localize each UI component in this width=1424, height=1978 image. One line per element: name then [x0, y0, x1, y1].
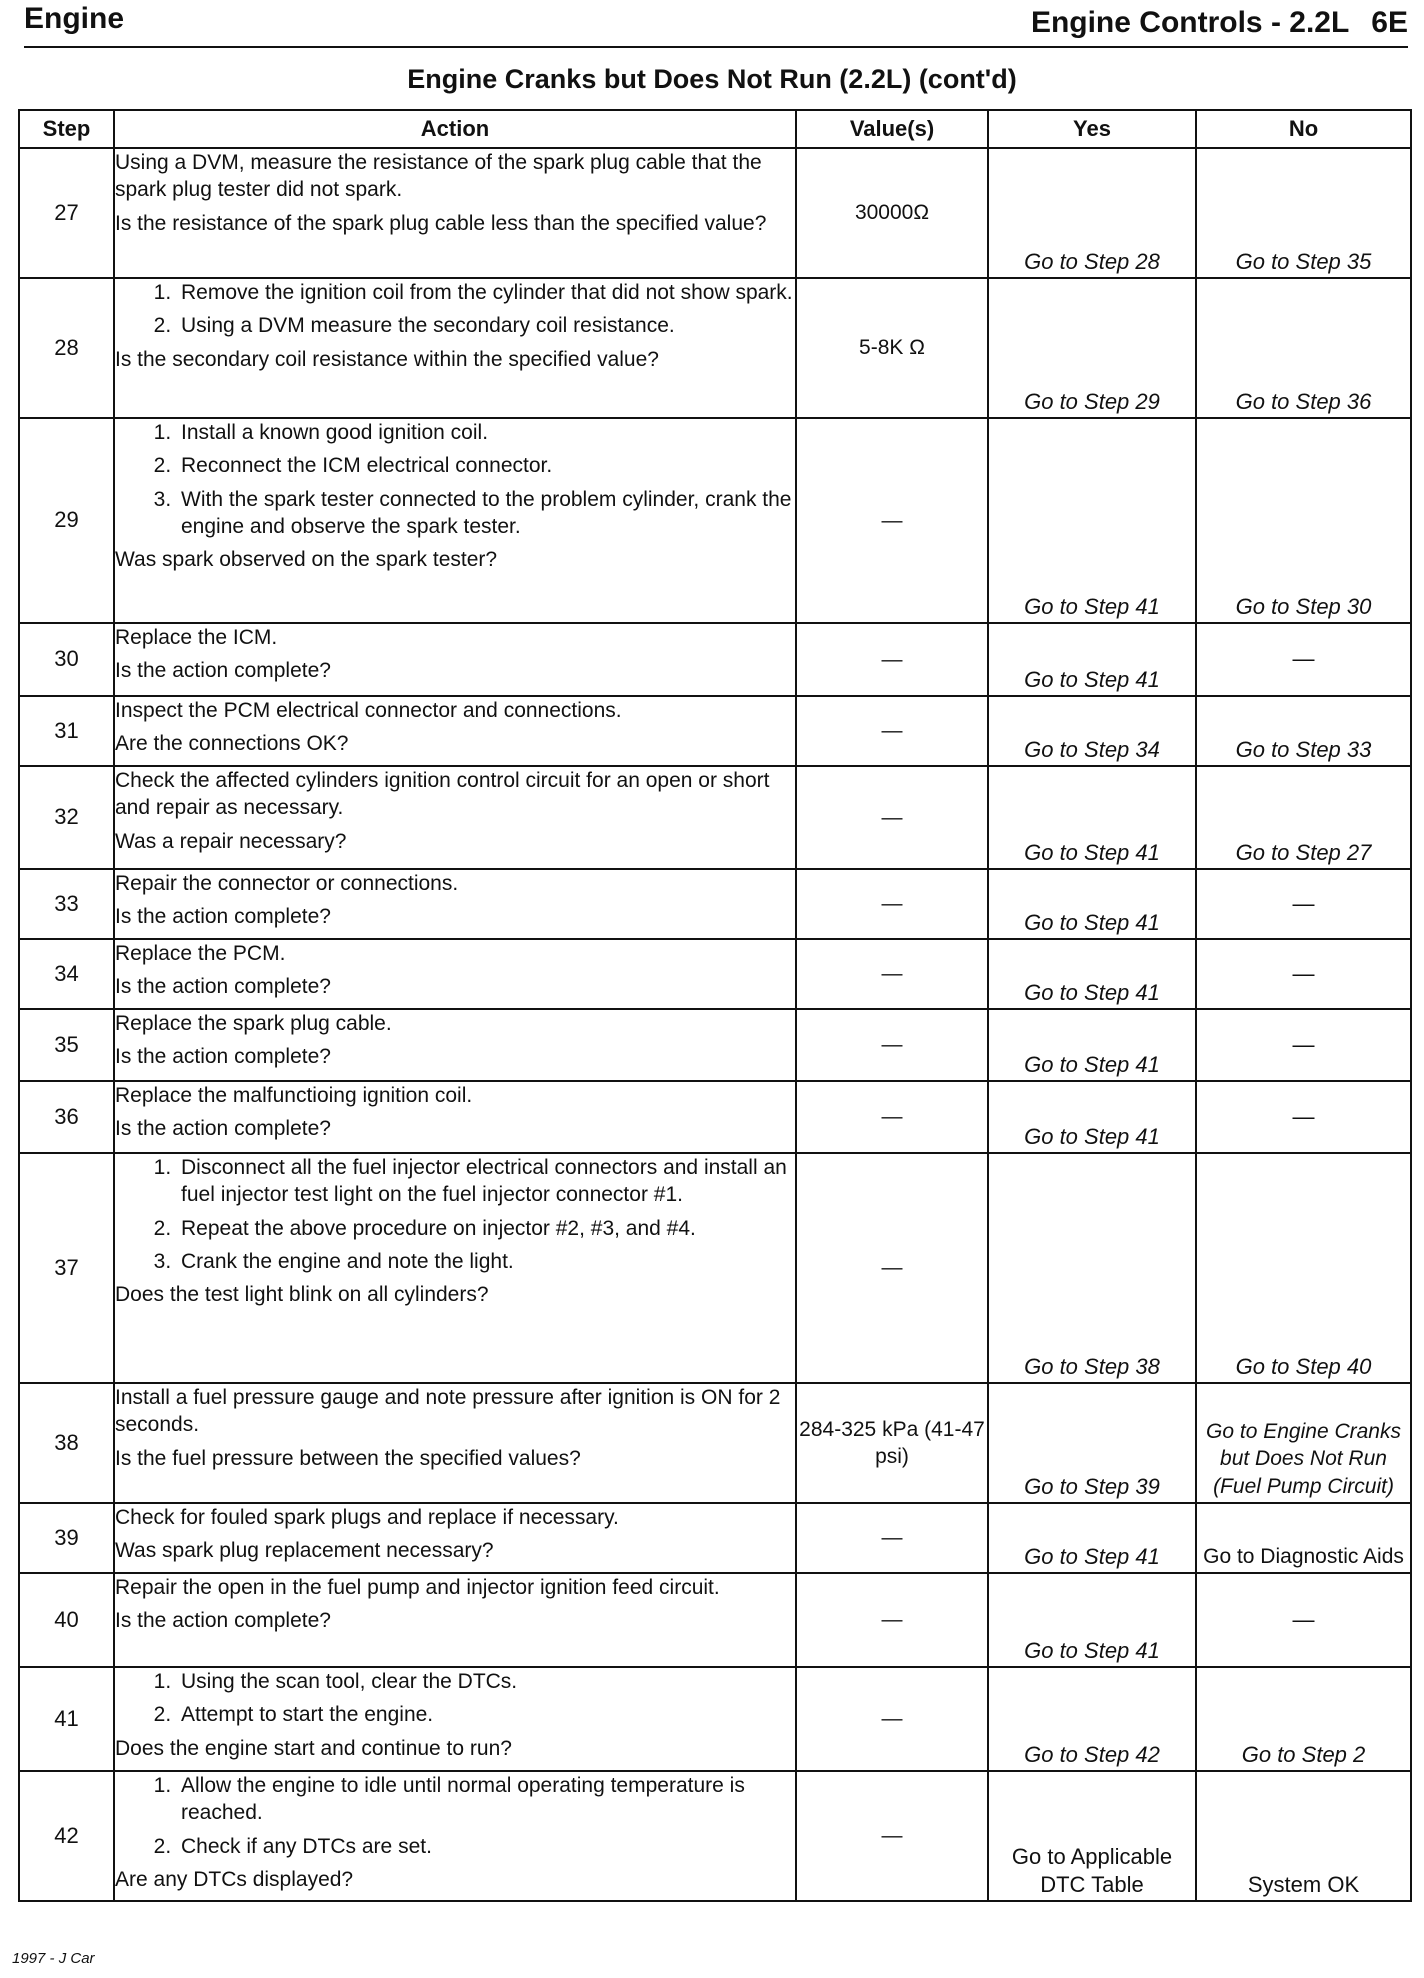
no-cell: Go to Step 33 [1196, 696, 1411, 766]
table-row [19, 1771, 1411, 1901]
value-cell: — [796, 623, 988, 696]
action-steps-list [115, 419, 795, 540]
value-cell: 5-8K Ω [796, 278, 988, 418]
action-step-item: 2. Using a DVM measure the secondary coil resistance. [177, 312, 795, 339]
no-cell: System OK [1196, 1771, 1411, 1901]
no-cell: — [1196, 1009, 1411, 1081]
action-statement: Repair the connector or connections. [115, 872, 459, 895]
step-number: 40 [19, 1573, 114, 1667]
action-cell [114, 1771, 796, 1901]
action-cell [114, 869, 796, 939]
table-row [19, 1503, 1411, 1573]
value-cell: — [796, 939, 988, 1009]
yes-cell: Go to Step 41 [988, 418, 1196, 623]
action-statement: Inspect the PCM electrical connector and connections. [115, 699, 622, 722]
action-question: Is the action complete? [115, 975, 331, 999]
header-chapter: Engine [24, 2, 125, 35]
no-cell: Go to Step 36 [1196, 278, 1411, 418]
yes-cell: Go to Step 34 [988, 696, 1196, 766]
action-step-item: 3. Crank the engine and note the light. [177, 1248, 795, 1275]
action-question: Is the action complete? [115, 905, 331, 929]
table-row [19, 418, 1411, 623]
action-statement: Replace the malfunctioing ignition coil. [115, 1084, 473, 1107]
yes-cell: Go to Step 41 [988, 869, 1196, 939]
action-statement: Repair the open in the fuel pump and injector ignition feed circuit. [115, 1576, 720, 1599]
action-step-item: 2. Check if any DTCs are set. [177, 1833, 795, 1860]
step-number: 38 [19, 1383, 114, 1503]
no-cell: Go to Step 27 [1196, 766, 1411, 869]
value-cell: — [796, 766, 988, 869]
action-cell [114, 1009, 796, 1081]
table-row [19, 1081, 1411, 1153]
no-cell: — [1196, 939, 1411, 1009]
action-question: Is the action complete? [115, 1045, 331, 1069]
action-question: Does the test light blink on all cylinders? [115, 1283, 489, 1307]
no-cell: — [1196, 1081, 1411, 1153]
no-cell: Go to Step 30 [1196, 418, 1411, 623]
table-row [19, 623, 1411, 696]
step-number: 33 [19, 869, 114, 939]
value-cell: — [796, 869, 988, 939]
action-statement: Replace the ICM. [115, 626, 278, 649]
yes-cell: Go to Applicable DTC Table [988, 1771, 1196, 1901]
header-title [1031, 6, 1408, 40]
action-question: Was spark plug replacement necessary? [115, 1539, 494, 1563]
action-question: Is the action complete? [115, 1609, 331, 1633]
step-number: 42 [19, 1771, 114, 1901]
action-step-item: 2. Repeat the above procedure on injector #2, #3, and #4. [177, 1215, 795, 1242]
table-row [19, 1667, 1411, 1771]
yes-cell: Go to Step 41 [988, 1503, 1196, 1573]
value-cell: 30000Ω [796, 148, 988, 278]
action-statement: Using a DVM, measure the resistance of the spark plug cable that the spark plug tester did not spark. [115, 151, 762, 202]
value-cell: — [796, 418, 988, 623]
yes-cell: Go to Step 41 [988, 939, 1196, 1009]
no-cell: Go to Step 35 [1196, 148, 1411, 278]
action-steps-list [115, 1668, 795, 1729]
action-question: Is the action complete? [115, 659, 331, 683]
action-steps-list [115, 1772, 795, 1860]
action-cell [114, 1503, 796, 1573]
step-number: 36 [19, 1081, 114, 1153]
action-steps-list [115, 1154, 795, 1275]
action-question: Was spark observed on the spark tester? [115, 548, 498, 572]
no-cell: — [1196, 1573, 1411, 1667]
action-statement: Replace the spark plug cable. [115, 1012, 392, 1035]
action-cell [114, 1667, 796, 1771]
value-cell: — [796, 1153, 988, 1383]
action-statement: Install a fuel pressure gauge and note pressure after ignition is ON for 2 seconds. [115, 1386, 781, 1437]
column-header-values: Value(s) [796, 110, 988, 148]
action-cell [114, 766, 796, 869]
step-number: 34 [19, 939, 114, 1009]
action-cell [114, 696, 796, 766]
diagnostic-table [18, 109, 1412, 1902]
action-statement: Check the affected cylinders ignition control circuit for an open or short and repair as necessary. [115, 769, 770, 820]
action-step-item: 1. Install a known good ignition coil. [177, 419, 795, 446]
table-row [19, 1153, 1411, 1383]
action-cell [114, 1573, 796, 1667]
no-cell: — [1196, 623, 1411, 696]
no-cell: Go to Diagnostic Aids [1196, 1503, 1411, 1573]
yes-cell: Go to Step 41 [988, 766, 1196, 869]
page-title: Engine Cranks but Does Not Run (2.2L) (cont'd) [407, 64, 1017, 94]
action-steps-list [115, 279, 795, 340]
no-cell: Go to Engine Cranks but Does Not Run (Fuel Pump Circuit) [1196, 1383, 1411, 1503]
column-header-yes: Yes [988, 110, 1196, 148]
no-cell: — [1196, 869, 1411, 939]
action-question: Is the resistance of the spark plug cable less than the specified value? [115, 211, 767, 235]
yes-cell: Go to Step 28 [988, 148, 1196, 278]
header-subject: Engine Controls - 2.2L [1030, 6, 1350, 39]
action-cell [114, 939, 796, 1009]
action-cell [114, 1081, 796, 1153]
step-number: 28 [19, 278, 114, 418]
value-cell: 284-325 kPa (41-47 psi) [796, 1383, 988, 1503]
value-cell: — [796, 1009, 988, 1081]
yes-cell: Go to Step 38 [988, 1153, 1196, 1383]
action-question: Is the fuel pressure between the specified values? [115, 1446, 581, 1470]
step-number: 41 [19, 1667, 114, 1771]
action-step-item: 1. Allow the engine to idle until normal operating temperature is reached. [177, 1772, 795, 1827]
action-statement: Check for fouled spark plugs and replace if necessary. [115, 1506, 619, 1529]
action-step-item: 2. Attempt to start the engine. [177, 1701, 795, 1728]
yes-cell: Go to Step 42 [988, 1667, 1196, 1771]
action-step-item: 1. Disconnect all the fuel injector electrical connectors and install an fuel injector test light on the fuel injector connector #1. [177, 1154, 795, 1209]
table-body [19, 148, 1411, 1901]
action-step-item: 2. Reconnect the ICM electrical connector. [177, 452, 795, 479]
step-number: 39 [19, 1503, 114, 1573]
action-question: Are any DTCs displayed? [115, 1867, 354, 1891]
value-cell: — [796, 696, 988, 766]
yes-cell: Go to Step 41 [988, 1009, 1196, 1081]
table-row [19, 278, 1411, 418]
step-number: 32 [19, 766, 114, 869]
page-header [24, 0, 1408, 48]
column-header-step: Step [19, 110, 114, 148]
value-cell: — [796, 1573, 988, 1667]
table-header-row [19, 110, 1411, 148]
step-number: 30 [19, 623, 114, 696]
action-question: Are the connections OK? [115, 732, 349, 756]
step-number: 37 [19, 1153, 114, 1383]
table-row [19, 1573, 1411, 1667]
table-row [19, 696, 1411, 766]
yes-cell: Go to Step 41 [988, 1081, 1196, 1153]
step-number: 27 [19, 148, 114, 278]
action-step-item: 1. Using the scan tool, clear the DTCs. [177, 1668, 795, 1695]
page-footer: 1997 - J Car [12, 1950, 95, 1967]
yes-cell: Go to Step 41 [988, 623, 1196, 696]
action-cell [114, 278, 796, 418]
column-header-no: No [1196, 110, 1411, 148]
no-cell: Go to Step 40 [1196, 1153, 1411, 1383]
action-cell [114, 623, 796, 696]
value-cell: — [796, 1771, 988, 1901]
action-cell [114, 418, 796, 623]
action-cell [114, 148, 796, 278]
yes-cell: Go to Step 29 [988, 278, 1196, 418]
yes-cell: Go to Step 39 [988, 1383, 1196, 1503]
action-step-item: 3. With the spark tester connected to the problem cylinder, crank the engine and observe the spark tester. [177, 486, 795, 541]
value-cell: — [796, 1081, 988, 1153]
header-section: 6E [1371, 6, 1408, 39]
step-number: 29 [19, 418, 114, 623]
table-row [19, 766, 1411, 869]
action-statement: Replace the PCM. [115, 942, 286, 965]
value-cell: — [796, 1667, 988, 1771]
no-cell: Go to Step 2 [1196, 1667, 1411, 1771]
action-cell [114, 1153, 796, 1383]
action-step-item: 1. Remove the ignition coil from the cylinder that did not show spark. [177, 279, 795, 306]
table-row [19, 1383, 1411, 1503]
table-row [19, 148, 1411, 278]
step-number: 35 [19, 1009, 114, 1081]
action-question: Was a repair necessary? [115, 829, 347, 853]
table-row [19, 939, 1411, 1009]
action-cell [114, 1383, 796, 1503]
table-row [19, 1009, 1411, 1081]
column-header-action: Action [114, 110, 796, 148]
table-row [19, 869, 1411, 939]
step-number: 31 [19, 696, 114, 766]
yes-cell: Go to Step 41 [988, 1573, 1196, 1667]
value-cell: — [796, 1503, 988, 1573]
action-question: Does the engine start and continue to run? [115, 1736, 512, 1760]
action-question: Is the secondary coil resistance within the specified value? [115, 347, 659, 371]
action-question: Is the action complete? [115, 1117, 331, 1141]
